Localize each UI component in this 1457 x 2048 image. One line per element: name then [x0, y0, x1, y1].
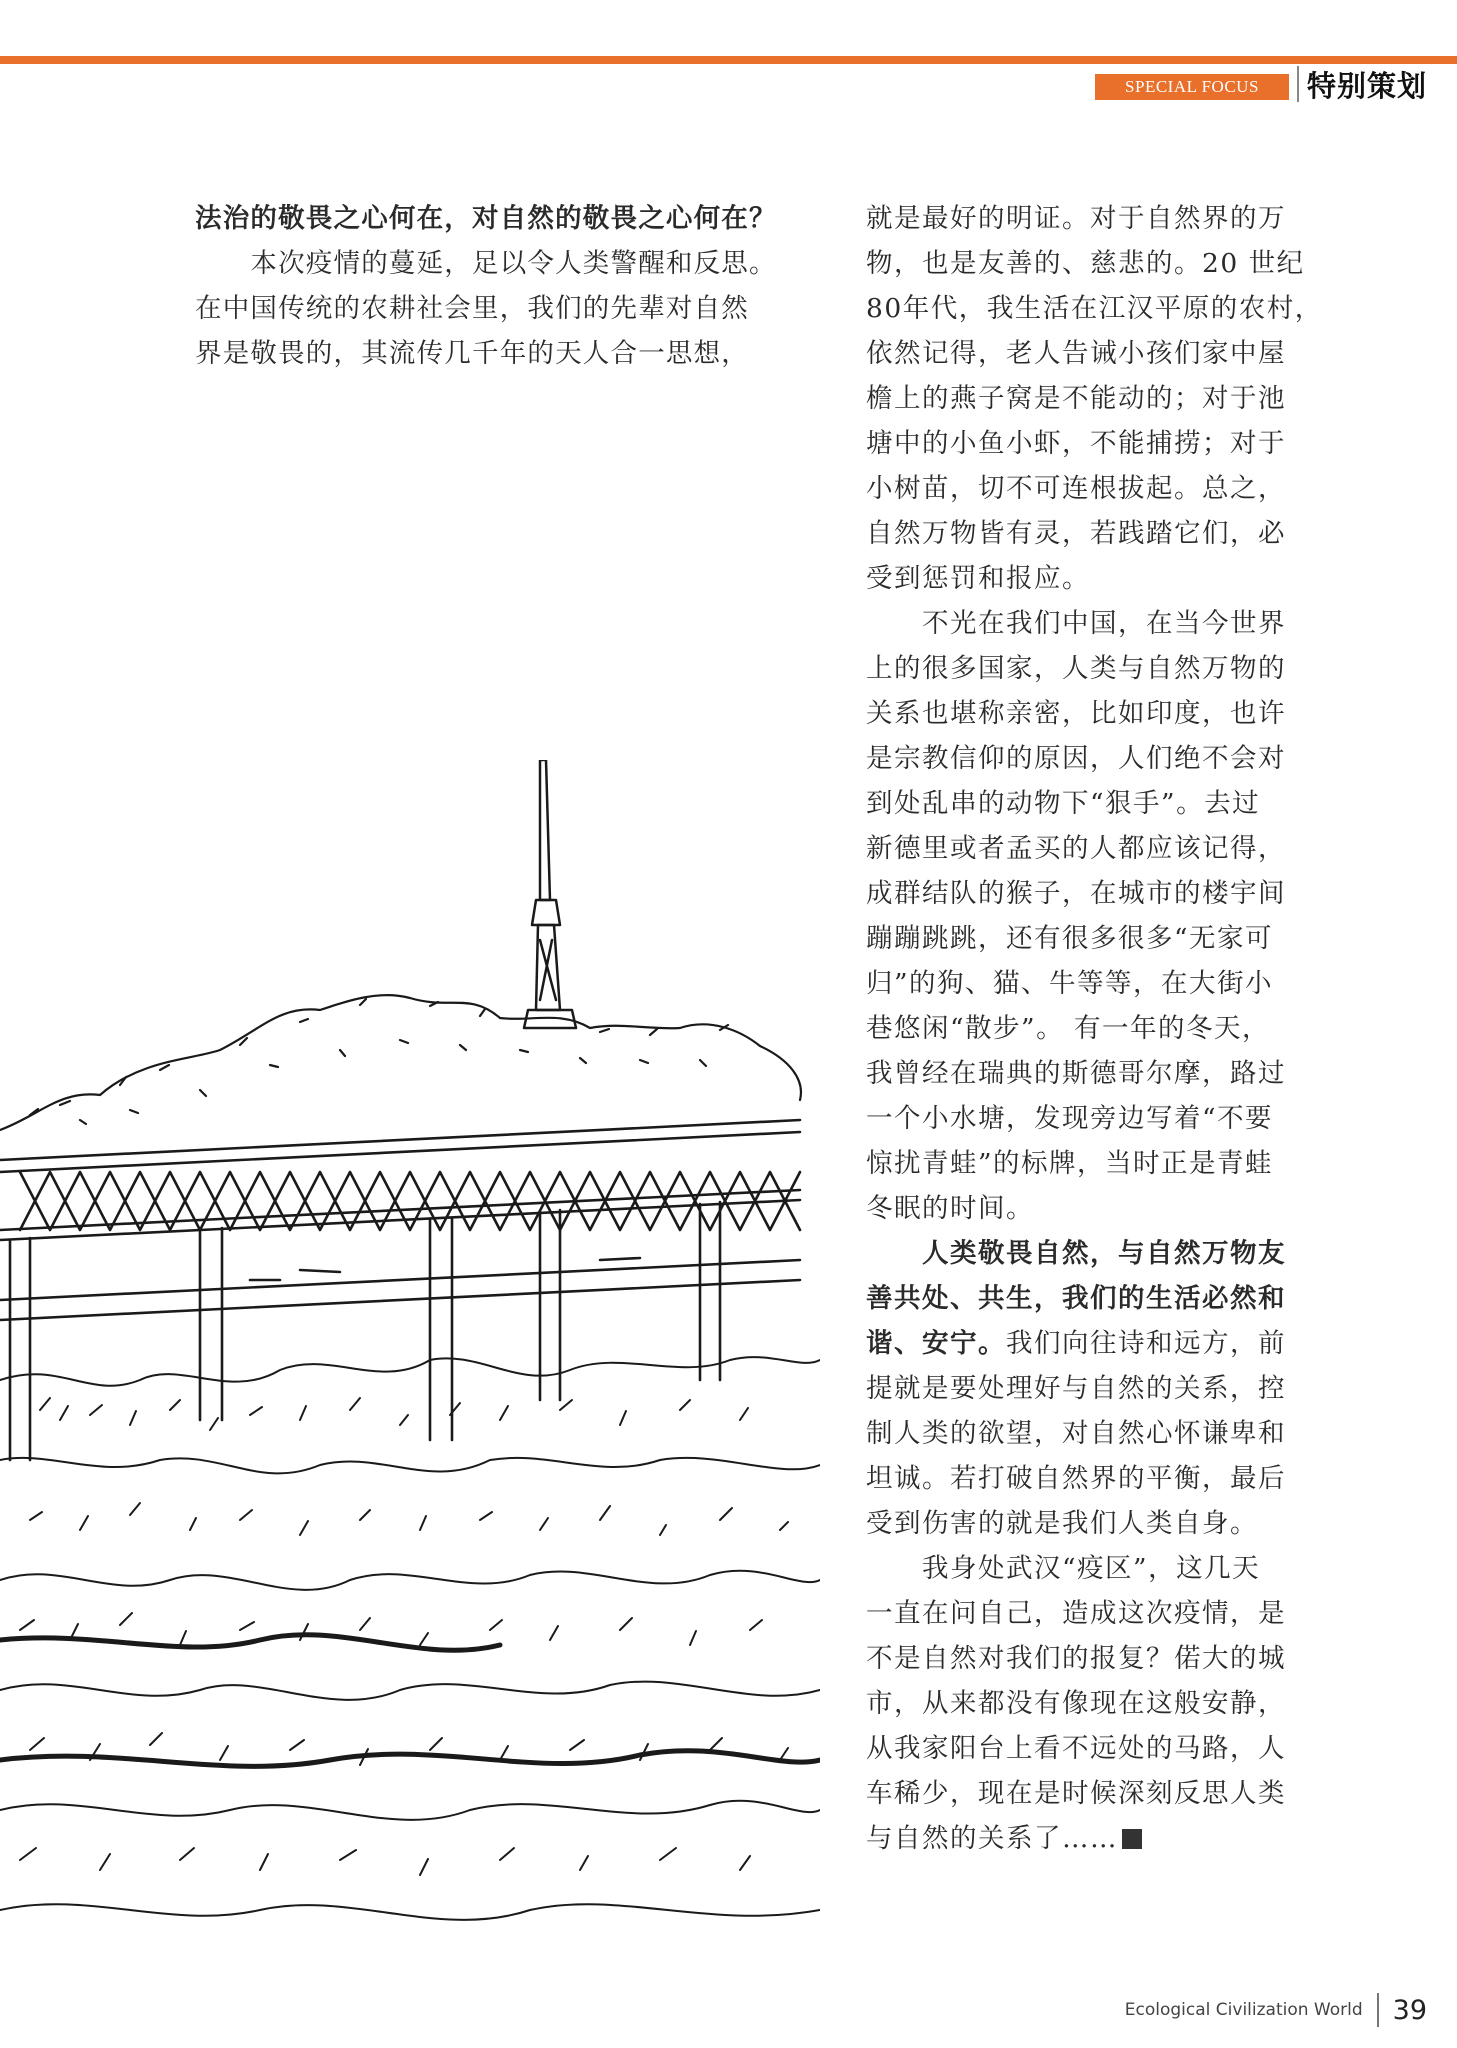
right-text-line: 蹦蹦跳跳，还有很多很多“无家可 — [866, 923, 1274, 954]
header-divider — [1297, 66, 1299, 102]
right-bold-line: 人类敬畏自然，与自然万物友 — [866, 1238, 1286, 1269]
section-label-zh: 特别策划 — [1306, 68, 1427, 103]
right-text-line: 归”的狗、猫、牛等等，在大街小 — [866, 968, 1274, 999]
right-text-line: 成群结队的猴子，在城市的楼宇间 — [866, 878, 1286, 909]
right-text-line: 一直在问自己，造成这次疫情，是 — [866, 1598, 1286, 1629]
footer-divider — [1377, 1993, 1379, 2027]
right-text-line: 小树苗，切不可连根拔起。总之， — [866, 473, 1286, 504]
right-text-line: 到处乱串的动物下“狠手”。去过 — [866, 788, 1261, 819]
right-text-line: 上的很多国家，人类与自然万物的 — [866, 653, 1286, 684]
right-text-line: 檐上的燕子窝是不能动的；对于池 — [866, 383, 1286, 414]
right-text-column — [866, 196, 1323, 1861]
left-text-line: 界是敬畏的，其流传几千年的天人合一思想， — [195, 338, 749, 369]
left-text-column — [195, 196, 795, 376]
right-text-line: 关系也堪称亲密，比如印度，也许 — [866, 698, 1286, 729]
right-text-line: 提就是要处理好与自然的关系，控 — [866, 1373, 1286, 1404]
page-footer — [1125, 1990, 1427, 2030]
right-text-line: 依然记得，老人告诫小孩们家中屋 — [866, 338, 1286, 369]
right-text-fragment: 与自然的关系了…… — [866, 1823, 1118, 1854]
right-text-line: 从我家阳台上看不远处的马路，人 — [866, 1733, 1286, 1764]
tower-drawing — [524, 760, 576, 1028]
right-text-line: 不光在我们中国，在当今世界 — [866, 608, 1286, 639]
left-heading-line: 法治的敬畏之心何在，对自然的敬畏之心何在？ — [195, 203, 777, 234]
section-label-en: SPECIAL FOCUS — [1095, 74, 1289, 100]
right-bold-fragment: 谐、安宁。 — [866, 1328, 1006, 1359]
right-text-line: 80年代，我生活在江汉平原的农村， — [866, 293, 1323, 324]
right-text-line: 自然万物皆有灵，若践踏它们，必 — [866, 518, 1286, 549]
right-text-line: 一个小水塘，发现旁边写着“不要 — [866, 1103, 1274, 1134]
right-text-line: 受到惩罚和报应。 — [866, 563, 1090, 594]
right-text-line: 就是最好的明证。对于自然界的万 — [866, 203, 1286, 234]
left-text-line: 在中国传统的农耕社会里，我们的先辈对自然 — [195, 293, 749, 324]
right-text-fragment: 我们向往诗和远方，前 — [1006, 1328, 1286, 1359]
right-text-line: 冬眠的时间。 — [866, 1193, 1034, 1224]
right-text-line: 市，从来都没有像现在这般安静， — [866, 1688, 1286, 1719]
right-text-line: 坦诚。若打破自然界的平衡，最后 — [866, 1463, 1286, 1494]
right-text-line: 新德里或者孟买的人都应该记得， — [866, 833, 1286, 864]
right-text-line: 我曾经在瑞典的斯德哥尔摩，路过 — [866, 1058, 1286, 1089]
left-text-line: 本次疫情的蔓延，足以令人类警醒和反思。 — [195, 248, 777, 279]
end-of-article-mark — [1122, 1829, 1142, 1849]
right-text-line: 惊扰青蛙”的标牌，当时正是青蛙 — [866, 1148, 1274, 1179]
journal-name: Ecological Civilization World — [1124, 2000, 1363, 2020]
page-number: 39 — [1392, 1994, 1427, 2026]
bridge-sketch-illustration — [0, 760, 820, 1940]
right-text-line: 不是自然对我们的报复？偌大的城 — [866, 1643, 1286, 1674]
right-last-line — [866, 1816, 1298, 1861]
section-header — [1095, 66, 1427, 102]
right-text-line: 巷悠闲“散步”。 有一年的冬天， — [866, 1013, 1271, 1044]
right-text-line: 是宗教信仰的原因，人们绝不会对 — [866, 743, 1286, 774]
right-mixed-line — [866, 1321, 1298, 1366]
right-text-line: 物，也是友善的、慈悲的。20 世纪 — [866, 248, 1305, 279]
right-bold-line: 善共处、共生，我们的生活必然和 — [866, 1283, 1286, 1314]
right-text-line: 我身处武汉“疫区”，这几天 — [866, 1553, 1261, 1584]
vegetation-drawing — [0, 1357, 820, 1920]
top-accent-rule — [0, 56, 1457, 64]
right-text-line: 塘中的小鱼小虾，不能捕捞；对于 — [866, 428, 1286, 459]
treeline-drawing — [0, 995, 801, 1130]
right-text-line: 车稀少，现在是时候深刻反思人类 — [866, 1778, 1286, 1809]
right-text-line: 受到伤害的就是我们人类自身。 — [866, 1508, 1258, 1539]
right-text-line: 制人类的欲望，对自然心怀谦卑和 — [866, 1418, 1286, 1449]
